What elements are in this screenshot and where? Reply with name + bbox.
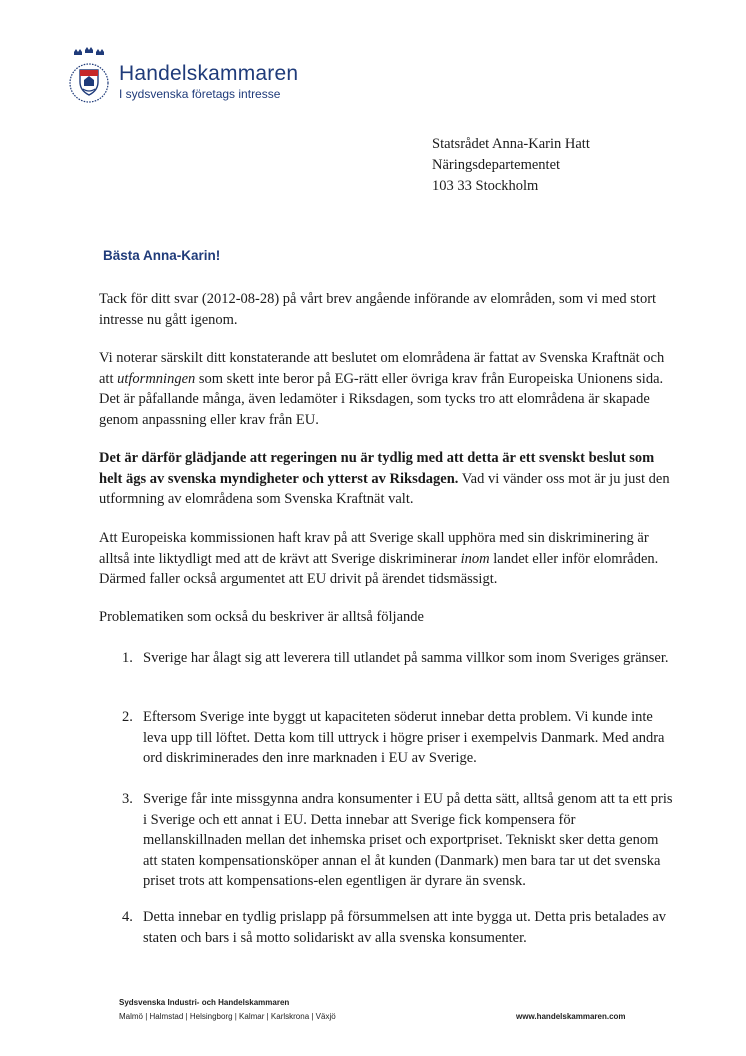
text-run: Att Europeiska kommissionen haft krav på att Sverige skall upphöra med sin diskriminering är alltså inte liktydligt med att de krävt att Sverige diskriminerar <box>99 530 649 567</box>
list-number: 1. <box>122 650 133 666</box>
text-run: som skett inte beror på EG-rätt eller övriga krav från Europeiska Unionens sida. Det är påfallande många, även ledamöter i Riksdagen, som tycks tro att elområdena är skapade genom anpassning eller krav från EU. <box>99 370 664 428</box>
crest-icon <box>64 46 114 108</box>
paragraph-problem-intro: Problematiken som också du beskriver är alltså följande <box>99 609 424 625</box>
list-item <box>122 789 674 892</box>
bold-statement: Det är därför glädjande att regeringen nu är tydlig med att detta är ett svenskt beslut som helt ägs av svenska myndigheter och ytterst av Riksdagen. <box>99 450 655 487</box>
list-item <box>122 907 674 948</box>
paragraph-intro: Tack för ditt svar (2012-08-28) på vårt brev angående införande av elområden, som vi med stort intresse nu gått igenom. <box>99 291 657 328</box>
list-text: Eftersom Sverige inte byggt ut kapaciteten söderut innebar detta problem. Vi kunde inte leva upp till löftet. Detta kom till uttryck i högre priser i exempelvis Danmark. Med andra ord diskriminerades den inre marknaden i EU av Sverige. <box>143 709 665 766</box>
list-number: 3. <box>122 791 133 807</box>
footer-cities: Malmö | Halmstad | Helsingborg | Kalmar | Karlskrona | Växjö <box>119 1012 336 1021</box>
brand-name: Handelskammaren <box>119 62 299 85</box>
list-item <box>122 707 674 769</box>
paragraph-commission <box>99 528 679 590</box>
text-run: landet eller inför elområden. Därmed faller också argumentet att EU drivit på ärendet tidsmässigt. <box>99 550 659 587</box>
footer-website-link[interactable]: www.handelskammaren.com <box>516 1012 626 1021</box>
footer-organization: Sydsvenska Industri- och Handelskammaren <box>119 998 290 1007</box>
text-run: Vi noterar särskilt ditt konstaterande att beslutet om elområdena är fattat av Svenska Kraftnät och att <box>99 350 665 387</box>
brand-tagline: I sydsvenska företags intresse <box>119 87 281 101</box>
text-run: Vad vi vänder oss mot är ju just den utformning av elområdena som Svenska Kraftnät valt. <box>99 470 670 507</box>
recipient-line: Näringsdepartementet <box>432 157 561 173</box>
recipient-address <box>432 134 590 197</box>
emphasis-text: inom <box>460 550 490 567</box>
greeting: Bästa Anna-Karin! <box>103 248 221 263</box>
recipient-line: Statsrådet Anna-Karin Hatt <box>432 136 590 152</box>
recipient-line: 103 33 Stockholm <box>432 178 539 194</box>
emphasis-text: utformningen <box>117 370 196 387</box>
paragraph-statement <box>99 448 679 510</box>
list-item <box>122 648 674 669</box>
list-text: Detta innebar en tydlig prislapp på försummelsen att inte bygga ut. Detta pris betalades av staten och bars i så motto solidariskt av alla svenska konsumenter. <box>143 909 667 946</box>
paragraph-observation <box>99 348 679 430</box>
list-number: 4. <box>122 909 133 925</box>
list-text: Sverige får inte missgynna andra konsumenter i EU på detta sätt, alltså genom att ta ett pris i Sverige och ett annat i EU. Detta innebar att Sverige fick kompensera för mellanskillnaden mellan det inhemska priset och exportpriset. Tekniskt sker detta genom att staten kompensationsköper annan el åt kunden (Danmark) men bara tar ut det svenska priset trots att kompensations-elen egentligen är dyrare än svensk. <box>143 791 673 889</box>
list-number: 2. <box>122 709 133 725</box>
brand-block <box>119 62 298 102</box>
list-text: Sverige har ålagt sig att leverera till utlandet på samma villkor som inom Sveriges gränser. <box>143 650 669 666</box>
